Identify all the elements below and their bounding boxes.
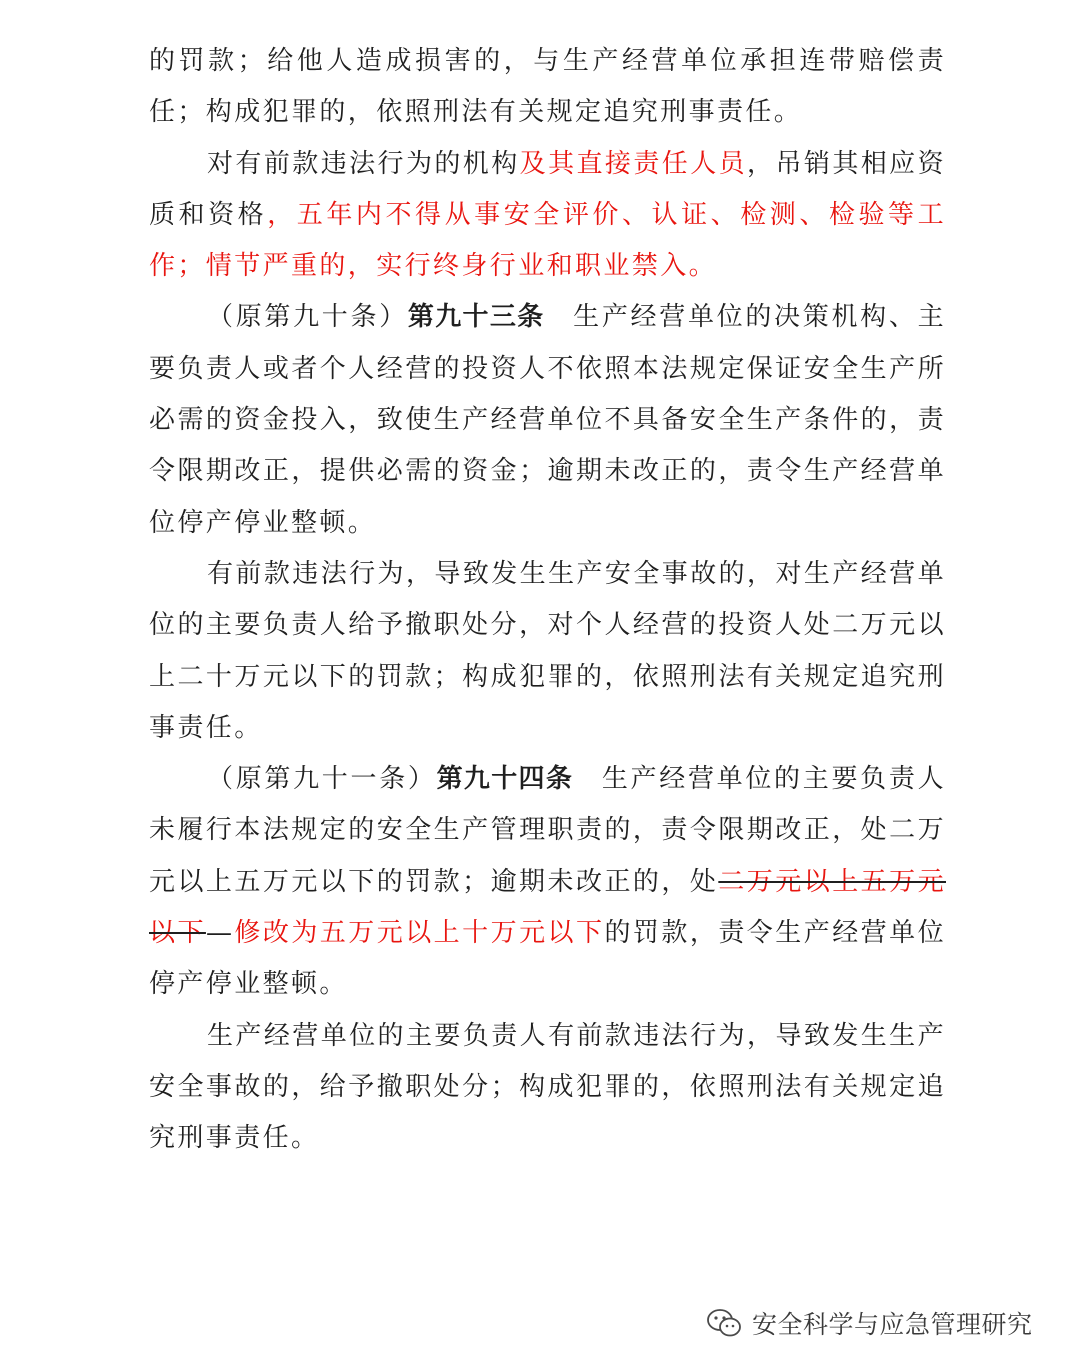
wechat-icon	[706, 1308, 742, 1338]
article-94-heading: 第九十四条	[436, 764, 574, 795]
article-94-struck-text: 二万元以上五万元以下	[149, 866, 946, 949]
article-94-text-b: 的罚款，责令生产经营单位停产停业整顿。	[149, 918, 946, 1000]
article-94-original-ref: （原第九十一条）	[207, 764, 437, 795]
article-94-text-a: 生产经营单位的主要负责人未履行本法规定的安全生产管理职责的，责令限期改正，处二万元以上五万元以下的罚款；逾期未改正的，处	[149, 764, 946, 897]
paragraph-3	[149, 292, 946, 548]
article-93-gap	[544, 302, 573, 332]
watermark-label: 安全科学与应急管理研究	[752, 1310, 1033, 1339]
paragraph-4	[149, 549, 946, 754]
paragraph-1	[149, 36, 946, 139]
document-body	[149, 36, 946, 1165]
article-94-gap	[573, 764, 602, 794]
paragraph-6	[149, 1011, 946, 1165]
article-94-dash: —	[205, 918, 235, 949]
watermark	[706, 1305, 1033, 1341]
paragraph-1-text: 的罚款；给他人造成损害的，与生产经营单位承担连带赔偿责任；构成犯罪的，依照刑法有关规定追究刑事责任。	[149, 46, 946, 128]
paragraph-2-text-c: ，吊销其相应资质和资格	[149, 148, 946, 230]
paragraph-4-text: 有前款违法行为，导致发生生产安全事故的，对生产经营单位的主要负责人给予撤职处分，对个人经营的投资人处二万元以上二十万元以下的罚款；构成犯罪的，依照刑法有关规定追究刑事责任。	[149, 558, 946, 743]
paragraph-2-red-a: 及其直接责任人员	[519, 148, 748, 179]
article-93-original-ref: （原第九十条）	[207, 302, 408, 333]
paragraph-5	[149, 754, 946, 1010]
article-94-amendment: 修改为五万元以上十万元以下	[234, 918, 605, 949]
paragraph-2-text-a: 对有前款违法行为的机构	[207, 148, 520, 179]
paragraph-2	[149, 139, 946, 293]
paragraph-6-text: 生产经营单位的主要负责人有前款违法行为，导致发生生产安全事故的，给予撤职处分；构成犯罪的，依照刑法有关规定追究刑事责任。	[149, 1020, 946, 1154]
paragraph-2-red-b: ，五年内不得从事安全评价、认证、检测、检验等工作；情节严重的，实行终身行业和职业禁入。	[149, 199, 946, 282]
article-93-heading: 第九十三条	[407, 302, 545, 333]
article-93-text: 生产经营单位的决策机构、主要负责人或者个人经营的投资人不依照本法规定保证安全生产所必需的资金投入，致使生产经营单位不具备安全生产条件的，责令限期改正，提供必需的资金；逾期未改正的，责令生产经营单位停产停业整顿。	[149, 302, 946, 538]
